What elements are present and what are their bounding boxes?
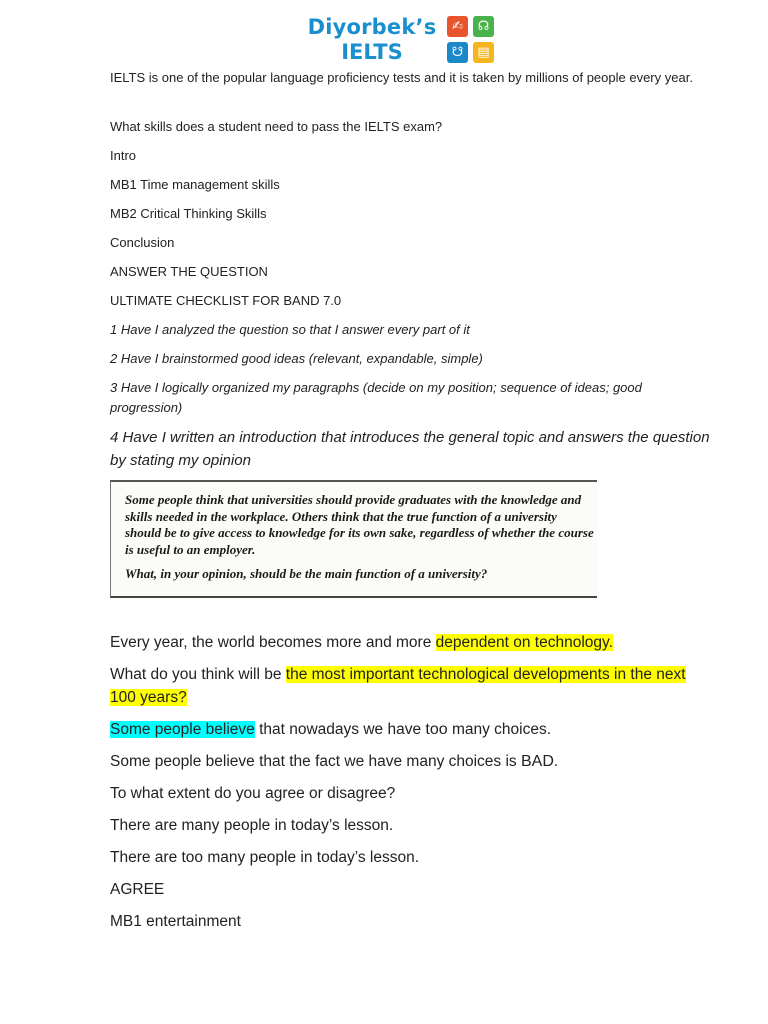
sentence-8: AGREE [110, 881, 165, 898]
answer-heading: ANSWER THE QUESTION [110, 264, 268, 279]
sentence-3-emphasis: too [425, 721, 448, 738]
writing-icon: ✍ [447, 16, 468, 37]
outline-intro: Intro [110, 148, 137, 163]
logo-line1: Diyorbek’s [307, 15, 437, 39]
sentence-9: MB1 entertainment [110, 913, 241, 930]
sentence-2-highlight: the most important technological developments in the next 100 years? [110, 666, 686, 706]
outline-mb1: MB1 Time management skills [110, 177, 280, 192]
outline-mb2: MB2 Critical Thinking Skills [110, 206, 267, 221]
brand-logo [300, 14, 500, 66]
scanned-prompt-text: Some people think that universities should provide graduates with the knowledge and skills needed in the workplace. Others think that the true function of a university should be to give access to knowledge for its own sake, regardless of whether the course is useful to an employer. [125, 492, 594, 557]
logo-icons [447, 16, 497, 66]
sentence-5: To what extent do you agree or disagree? [110, 785, 396, 802]
scanned-essay-prompt [110, 480, 597, 598]
sentence-4-text: Some people believe that the fact we have many choices is [110, 753, 521, 770]
checklist-item-1: 1 Have I analyzed the question so that I answer every part of it [110, 322, 470, 337]
sentence-6: There are many people in today’s lesson. [110, 817, 394, 834]
sentence-3 [110, 718, 710, 741]
sentence-1 [110, 631, 710, 654]
sentence-3-text: that nowadays we have [254, 721, 426, 738]
logo-wordmark [300, 14, 444, 64]
logo-line2: IELTS [341, 40, 403, 64]
sentence-2 [110, 663, 710, 709]
sentence-7: There are too many people in today’s lesson. [110, 849, 420, 866]
sentence-3-highlight: Some people believe [110, 721, 255, 738]
sentence-1-highlight: dependent on technology. [435, 634, 613, 651]
scanned-prompt-question: What, in your opinion, should be the main function of a university? [125, 566, 488, 581]
essay-question: What skills does a student need to pass the IELTS exam? [110, 119, 443, 134]
sentence-3-end: many choices. [447, 721, 552, 738]
checklist-title: ULTIMATE CHECKLIST FOR BAND 7.0 [110, 293, 342, 308]
checklist-item-2: 2 Have I brainstormed good ideas (relevant, expandable, simple) [110, 351, 483, 366]
sentence-4 [110, 750, 710, 773]
reading-icon: ▤ [473, 42, 494, 63]
sentence-4-end: . [553, 753, 559, 770]
sentence-2-text: What do you think will be [110, 666, 286, 683]
speaking-icon: ☊ [473, 16, 494, 37]
listening-icon: ☋ [447, 42, 468, 63]
sentence-1-text: Every year, the world becomes more and more [110, 634, 436, 651]
intro-sentence: IELTS is one of the popular language proficiency tests and it is taken by millions of people every year. [110, 70, 693, 85]
sentence-4-emphasis: BAD [521, 753, 554, 770]
outline-conclusion: Conclusion [110, 235, 175, 250]
checklist-item-3: 3 Have I logically organized my paragraphs (decide on my position; sequence of ideas; good progression) [110, 380, 642, 415]
checklist-item-4: 4 Have I written an introduction that introduces the general topic and answers the question by stating my opinion [110, 429, 710, 469]
